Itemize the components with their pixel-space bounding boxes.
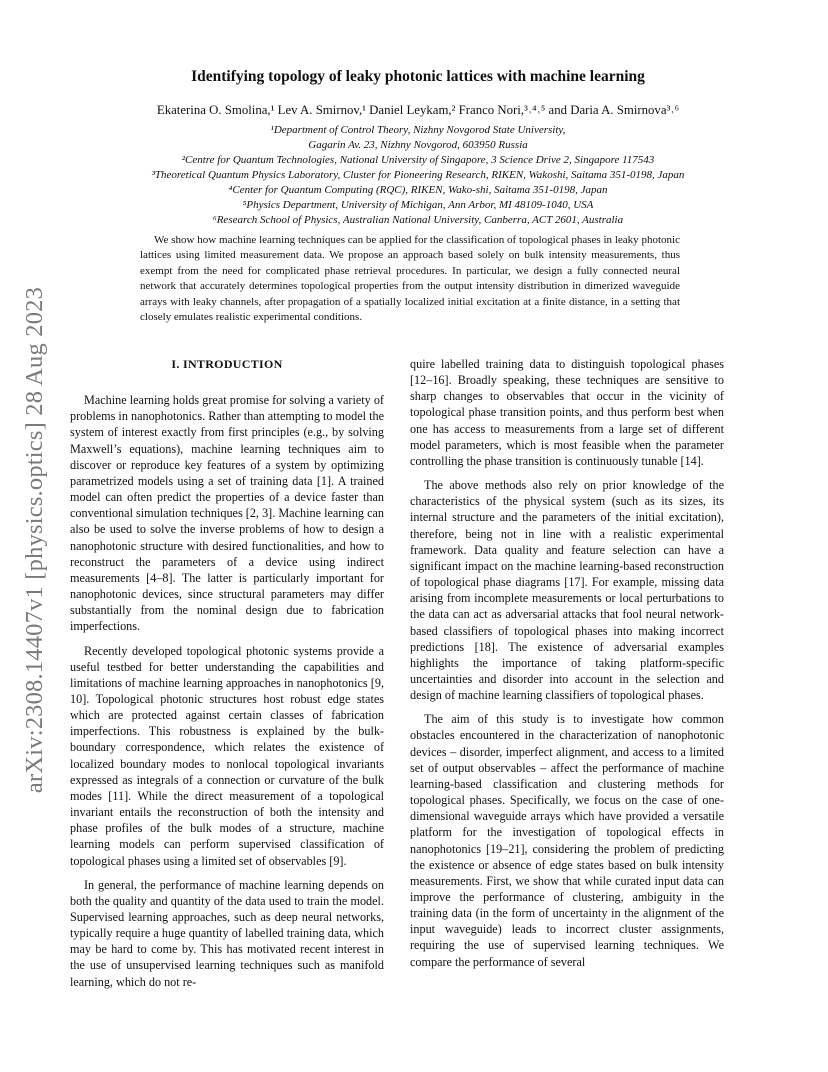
paper-title: Identifying topology of leaky photonic lattices with machine learning [191, 68, 645, 85]
paragraph: Recently developed topological photonic systems provide a useful testbed for better understanding the capabilities and limitations of machine learning approaches in nanophotonics [9, 10]. Topological photonic structures host robust edge states which are protected against certain classes of fabrication imperfections. This robustness is explained by the bulk-boundary correspondence, which relates the existence of localized boundary modes to nonlocal topological invariants expressed as integrals of a connection or curvature of the bulk modes [11]. While the direct measurement of a topological invariant entails the reconstruction of both the intensity and phase profiles of the bulk modes of a structure, machine learning models can perform supervised classification of topological phases using a limited set of observables [9]. [70, 643, 384, 868]
affiliation-line: ¹Department of Control Theory, Nizhny Novgorod State University, [270, 124, 566, 136]
abstract-text: We show how machine learning techniques can be applied for the classification of topological phases in leaky photonic lattices using limited measurement data. We propose an approach based solely on bulk intensity measurements, thus exempt from the need for complicated phase retrieval procedures. In particular, we design a fully connected neural network that accurately determines topological properties from the output intensity distribution in dimerized waveguide arrays with leaky channels, after propagation of a spatially localized initial excitation at a finite distance, in a setting that closely emulates realistic experimental conditions. [140, 234, 680, 324]
paragraph: The above methods also rely on prior knowledge of the characteristics of the physical system (such as its sizes, its internal structure and the parameters of the initial excitation), therefore, being not in line with a realistic experimental framework. Data quality and feature selection can have a significant impact on the machine learning-based reconstruction of topological phase diagrams [17]. For example, missing data arising from incomplete measurements or local perturbations to the data can act as adversarial attacks that fool neural network-based classifiers of topological phases into making incorrect predictions [18]. The existence of adversarial examples highlights the importance of taking platform-specific uncertainties and disorder into account in the selection and design of machine learning classifiers of topological phases. [410, 478, 724, 703]
paragraph: The aim of this study is to investigate how common obstacles encountered in the characterization of nanophotonic devices – disorder, imperfect alignment, and access to a limited set of output observables – affect the performance of machine learning-based classification and clustering methods for topological phases. Specifically, we focus on the case of one-dimensional waveguide arrays which have provided a versatile platform for the investigation of topological effects in nanophotonics [19–21], considering the problem of predicting the existence or absence of edge states based on bulk intensity measurements. First, we show that while curated input data can improve the performance of clustering, ambiguity in the training data (in the form of uncertainty in the alignment of the input waveguide) leads to incorrect cluster assignments, requiring the use of supervised learning techniques. We compare the performance of several [410, 712, 724, 969]
affiliations [60, 123, 776, 228]
abstract [140, 233, 680, 325]
paragraph: quire labelled training data to distinguish topological phases [12–16]. Broadly speaking, these techniques are sensitive to sharp changes to observables that occur in the vicinity of topological phase transition points, and thus perform best when one has access to measurements from a large set of different model parameters, which is most feasible when the parameter controlling the phase transition is continuously tunable [14]. [410, 357, 724, 468]
affiliation-line: ⁴Center for Quantum Computing (RQC), RIKEN, Wako-shi, Saitama 351-0198, Japan [228, 184, 608, 196]
paragraph: Machine learning holds great promise for solving a variety of problems in nanophotonics. Rather than attempting to model the system of interest exactly from first principles (e.g., by solving Maxwell’s equations), machine learning techniques aim to discover or reproduce key features of a system by optimizing parametrized models using a set of training data [1]. A trained model can often predict the properties of a device faster than conventional simulation techniques [2, 3]. Machine learning can also be used to solve the inverse problems of how to design a nanophotonic structure with desired functionalities, and how to reconstruct the parameters of a device using indirect measurements [4–8]. The latter is particularly important for nanophotonic devices, since structural parameters may differ substantially from the nominal design due to fabrication imperfections. [70, 393, 384, 634]
arxiv-sidebar [20, 240, 50, 840]
affiliation-line: ³Theoretical Quantum Physics Laboratory, Cluster for Pioneering Research, RIKEN, Wakoshi, Saitama 351-0198, Japan [151, 169, 685, 181]
right-column [410, 356, 724, 978]
paragraph: In general, the performance of machine learning depends on both the quality and quantity of the data used to train the model. Supervised learning approaches, such as deep neural networks, typically require a huge quantity of labelled training data, which may be hard to come by. This has motivated recent interest in the use of unsupervised learning techniques such as manifold learning, which do not re- [70, 877, 384, 989]
affiliation-line: ⁶Research School of Physics, Australian National University, Canberra, ACT 2601, Australia [212, 214, 624, 226]
arxiv-identifier: arXiv:2308.14407v1 [physics.optics] 28 Aug 2023 [21, 286, 48, 794]
affiliation-line: ⁵Physics Department, University of Michigan, Ann Arbor, MI 48109-1040, USA [242, 199, 594, 211]
affiliation-line: Gagarin Av. 23, Nizhny Novgorod, 603950 Russia [308, 139, 528, 151]
author-list: Ekaterina O. Smolina,¹ Lev A. Smirnov,¹ Daniel Leykam,² Franco Nori,³˒⁴˒⁵ and Daria A. Smirnova³˒⁶ [156, 103, 680, 117]
affiliation-line: ²Centre for Quantum Technologies, National University of Singapore, 3 Science Drive 2, Singapore 117543 [181, 154, 655, 166]
section-heading: I. INTRODUCTION [171, 357, 283, 371]
left-column [70, 356, 384, 998]
